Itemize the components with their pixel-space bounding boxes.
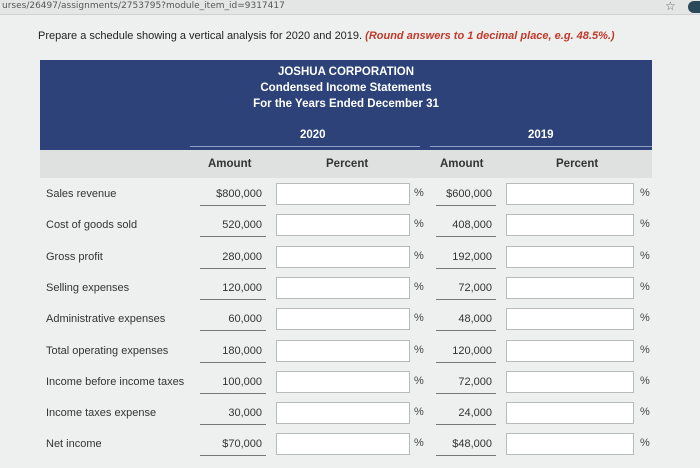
percent-2020-symbol: % bbox=[414, 375, 424, 387]
table-row bbox=[40, 336, 652, 367]
percent-2020-symbol: % bbox=[414, 187, 424, 199]
table-row bbox=[40, 273, 652, 304]
percent-2019-symbol: % bbox=[640, 375, 650, 387]
amount-2020-underline bbox=[200, 299, 266, 300]
amount-2020: 520,000 bbox=[222, 219, 262, 231]
amount-2019: $48,000 bbox=[452, 438, 492, 450]
instruction-hint: (Round answers to 1 decimal place, e.g. 48.5%.) bbox=[365, 30, 615, 42]
amount-2020-underline bbox=[200, 455, 266, 456]
year-2019-heading: 2019 bbox=[528, 129, 554, 141]
percent-2020-input[interactable] bbox=[276, 340, 410, 362]
amount-2019: 24,000 bbox=[458, 407, 492, 419]
percent-2020-symbol: % bbox=[414, 406, 424, 418]
table-row bbox=[40, 304, 652, 335]
row-label: Gross profit bbox=[46, 251, 103, 263]
amount-2020-underline bbox=[200, 424, 266, 425]
percent-2019-input[interactable] bbox=[506, 246, 634, 268]
row-label: Income before income taxes bbox=[46, 376, 185, 388]
percent-2020-symbol: % bbox=[414, 281, 424, 293]
amount-2020: 100,000 bbox=[222, 376, 262, 388]
amount-2019-underline bbox=[436, 362, 496, 363]
percent-2019-symbol: % bbox=[640, 218, 650, 230]
row-label: Administrative expenses bbox=[46, 313, 166, 325]
amount-2020: 60,000 bbox=[228, 313, 262, 325]
percent-2020-input[interactable] bbox=[276, 214, 410, 236]
statement-title: Condensed Income Statements bbox=[260, 82, 432, 94]
percent-2019-input[interactable] bbox=[506, 402, 634, 424]
company-name: JOSHUA CORPORATION bbox=[277, 66, 415, 78]
amount-2019-underline bbox=[436, 236, 496, 237]
percent-2020-input[interactable] bbox=[276, 308, 410, 330]
col-amount-2019: Amount bbox=[440, 158, 484, 170]
amount-2019-underline bbox=[436, 393, 496, 394]
percent-2019-input[interactable] bbox=[506, 277, 634, 299]
percent-2020-symbol: % bbox=[414, 218, 424, 230]
amount-2020: 120,000 bbox=[222, 282, 262, 294]
year-2019-rule bbox=[430, 146, 652, 147]
bookmark-star-icon[interactable]: ☆ bbox=[665, 0, 676, 13]
col-percent-2020: Percent bbox=[326, 158, 369, 170]
browser-address-bar[interactable] bbox=[0, 0, 700, 15]
extension-icon[interactable] bbox=[688, 1, 700, 13]
row-label: Sales revenue bbox=[46, 188, 117, 200]
percent-2019-input[interactable] bbox=[506, 183, 634, 205]
table-row bbox=[40, 179, 652, 210]
amount-2019-underline bbox=[436, 424, 496, 425]
amount-2019-underline bbox=[436, 268, 496, 269]
amount-2019: 72,000 bbox=[458, 282, 492, 294]
amount-2019: 408,000 bbox=[452, 219, 492, 231]
amount-2019: $600,000 bbox=[446, 188, 492, 200]
percent-2020-input[interactable] bbox=[276, 371, 410, 393]
amount-2019: 120,000 bbox=[452, 345, 492, 357]
year-2020-heading: 2020 bbox=[300, 129, 326, 141]
percent-2020-input[interactable] bbox=[276, 277, 410, 299]
col-percent-2019: Percent bbox=[556, 158, 599, 170]
row-label: Total operating expenses bbox=[46, 345, 169, 357]
col-amount-2020: Amount bbox=[208, 158, 252, 170]
amount-2020-underline bbox=[200, 330, 266, 331]
row-label: Income taxes expense bbox=[46, 407, 157, 419]
percent-2019-symbol: % bbox=[640, 344, 650, 356]
row-label: Net income bbox=[46, 438, 102, 450]
percent-2020-input[interactable] bbox=[276, 246, 410, 268]
amount-2020-underline bbox=[200, 205, 266, 206]
instruction-main: Prepare a schedule showing a vertical analysis for 2020 and 2019. bbox=[38, 30, 366, 42]
row-label: Selling expenses bbox=[46, 282, 130, 294]
amount-2020: 180,000 bbox=[222, 345, 262, 357]
row-label: Cost of goods sold bbox=[46, 219, 138, 231]
amount-2019-underline bbox=[436, 299, 496, 300]
amount-2019-underline bbox=[436, 330, 496, 331]
percent-2019-symbol: % bbox=[640, 250, 650, 262]
percent-2019-symbol: % bbox=[640, 406, 650, 418]
amount-2019-underline bbox=[436, 205, 496, 206]
percent-2019-symbol: % bbox=[640, 281, 650, 293]
table-row bbox=[40, 210, 652, 241]
percent-2020-symbol: % bbox=[414, 344, 424, 356]
percent-2020-symbol: % bbox=[414, 312, 424, 324]
percent-2020-input[interactable] bbox=[276, 402, 410, 424]
statement-period: For the Years Ended December 31 bbox=[253, 98, 439, 110]
percent-2019-input[interactable] bbox=[506, 371, 634, 393]
percent-2020-symbol: % bbox=[414, 437, 424, 449]
percent-2019-symbol: % bbox=[640, 187, 650, 199]
amount-2019: 192,000 bbox=[452, 251, 492, 263]
percent-2020-input[interactable] bbox=[276, 433, 410, 455]
percent-2020-symbol: % bbox=[414, 250, 424, 262]
amount-2019: 72,000 bbox=[458, 376, 492, 388]
percent-2019-symbol: % bbox=[640, 437, 650, 449]
url-text[interactable]: urses/26497/assignments/2753795?module_item_id=9317417 bbox=[2, 1, 285, 11]
table-row bbox=[40, 367, 652, 398]
percent-2019-input[interactable] bbox=[506, 433, 634, 455]
table-row bbox=[40, 429, 652, 460]
amount-2019-underline bbox=[436, 455, 496, 456]
percent-2019-input[interactable] bbox=[506, 340, 634, 362]
table-row bbox=[40, 242, 652, 273]
table-row bbox=[40, 398, 652, 429]
amount-2020: $70,000 bbox=[222, 438, 262, 450]
year-2020-rule bbox=[190, 146, 420, 147]
amount-2020: $800,000 bbox=[216, 188, 262, 200]
percent-2020-input[interactable] bbox=[276, 183, 410, 205]
amount-2020-underline bbox=[200, 393, 266, 394]
amount-2020-underline bbox=[200, 236, 266, 237]
amount-2020: 30,000 bbox=[228, 407, 262, 419]
instruction-text bbox=[38, 30, 615, 42]
percent-2019-symbol: % bbox=[640, 312, 650, 324]
percent-2019-input[interactable] bbox=[506, 214, 634, 236]
amount-2020-underline bbox=[200, 362, 266, 363]
amount-2019: 48,000 bbox=[458, 313, 492, 325]
percent-2019-input[interactable] bbox=[506, 308, 634, 330]
amount-2020-underline bbox=[200, 268, 266, 269]
amount-2020: 280,000 bbox=[222, 251, 262, 263]
